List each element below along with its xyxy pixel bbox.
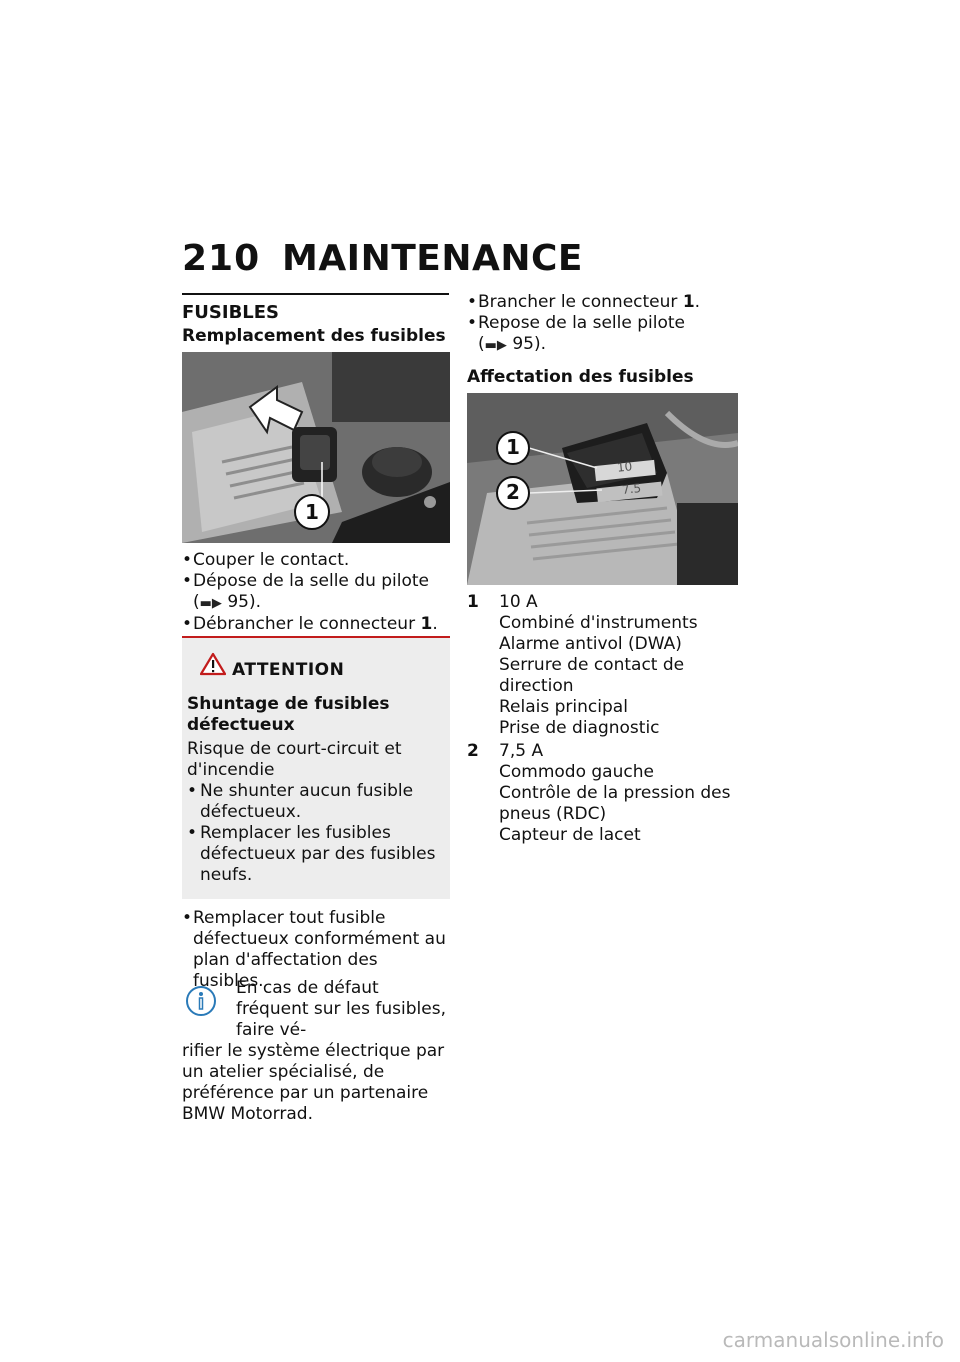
- page-number: 210: [182, 238, 261, 279]
- warning-rule: [182, 636, 450, 638]
- fuse-box-photo: [182, 352, 450, 543]
- warning-item: • Remplacer les fusibles défectueux par des fusibles neufs.: [187, 823, 445, 886]
- info-note: [182, 978, 450, 1125]
- info-note-rest: rifier le système électrique par un atelier spécialisé, de préférence par un partenaire BMW Motorrad.: [182, 1041, 445, 1124]
- legend-entry-1: 1 10 A Combiné d'instruments Alarme antivol (DWA) Serrure de contact de direction Relais principal Prise de diagnostic: [467, 592, 738, 739]
- section-title: FUSIBLES: [182, 302, 280, 323]
- fuse-assignment-photo: [467, 393, 738, 585]
- step-disconnect: • Débrancher le connecteur 1.: [182, 614, 450, 635]
- assignment-title: Affectation des fusibles: [467, 367, 694, 387]
- reference-arrow-icon: ▬▶: [199, 596, 222, 611]
- warning-triangle-icon: [200, 652, 226, 680]
- warning-label: ATTENTION: [232, 660, 345, 680]
- step-ignition-off: • Couper le contact.: [182, 550, 450, 571]
- warning-heading: Shuntage de fusibles défectueux: [187, 694, 390, 735]
- install-steps: [467, 292, 738, 356]
- fuse-label-7-5: 7.5: [621, 481, 642, 497]
- step-connect: • Brancher le connecteur 1.: [467, 292, 738, 313]
- fuse-legend: [467, 592, 738, 846]
- photo-callout-1: 1: [305, 500, 319, 524]
- photo-callout-1: 1: [506, 435, 520, 459]
- chapter-title: MAINTENANCE: [282, 238, 583, 279]
- warning-risk: Risque de court-circuit et d'incendie: [187, 739, 402, 780]
- step-remove-seat: • Dépose de la selle du pilote (▬▶ 95).: [182, 571, 450, 614]
- warning-body: [187, 739, 445, 886]
- warning-item: • Ne shunter aucun fusible défectueux.: [187, 781, 445, 823]
- removal-steps: [182, 550, 450, 635]
- fuse-rating: 10 A: [499, 592, 538, 612]
- info-note-first: En cas de défaut fréquent sur les fusibles, faire vé-: [236, 978, 446, 1040]
- watermark: carmanualsonline.info: [722, 1328, 944, 1352]
- reference-arrow-icon: ▬▶: [484, 338, 507, 353]
- fuse-label-10: 10: [616, 459, 633, 475]
- subsection-title: Remplacement des fusibles: [182, 326, 446, 346]
- legend-entry-2: 2 7,5 A Commodo gauche Contrôle de la pression des pneus (RDC) Capteur de lacet: [467, 741, 738, 846]
- step-replace-fuse: • Remplacer tout fusible défectueux conformément au plan d'affectation des fusibles.: [182, 908, 450, 992]
- section-rule: [182, 293, 449, 295]
- fuse-rating: 7,5 A: [499, 741, 544, 761]
- photo-callout-2: 2: [506, 480, 520, 504]
- step-install-seat: • Repose de la selle pilote (▬▶ 95).: [467, 313, 738, 356]
